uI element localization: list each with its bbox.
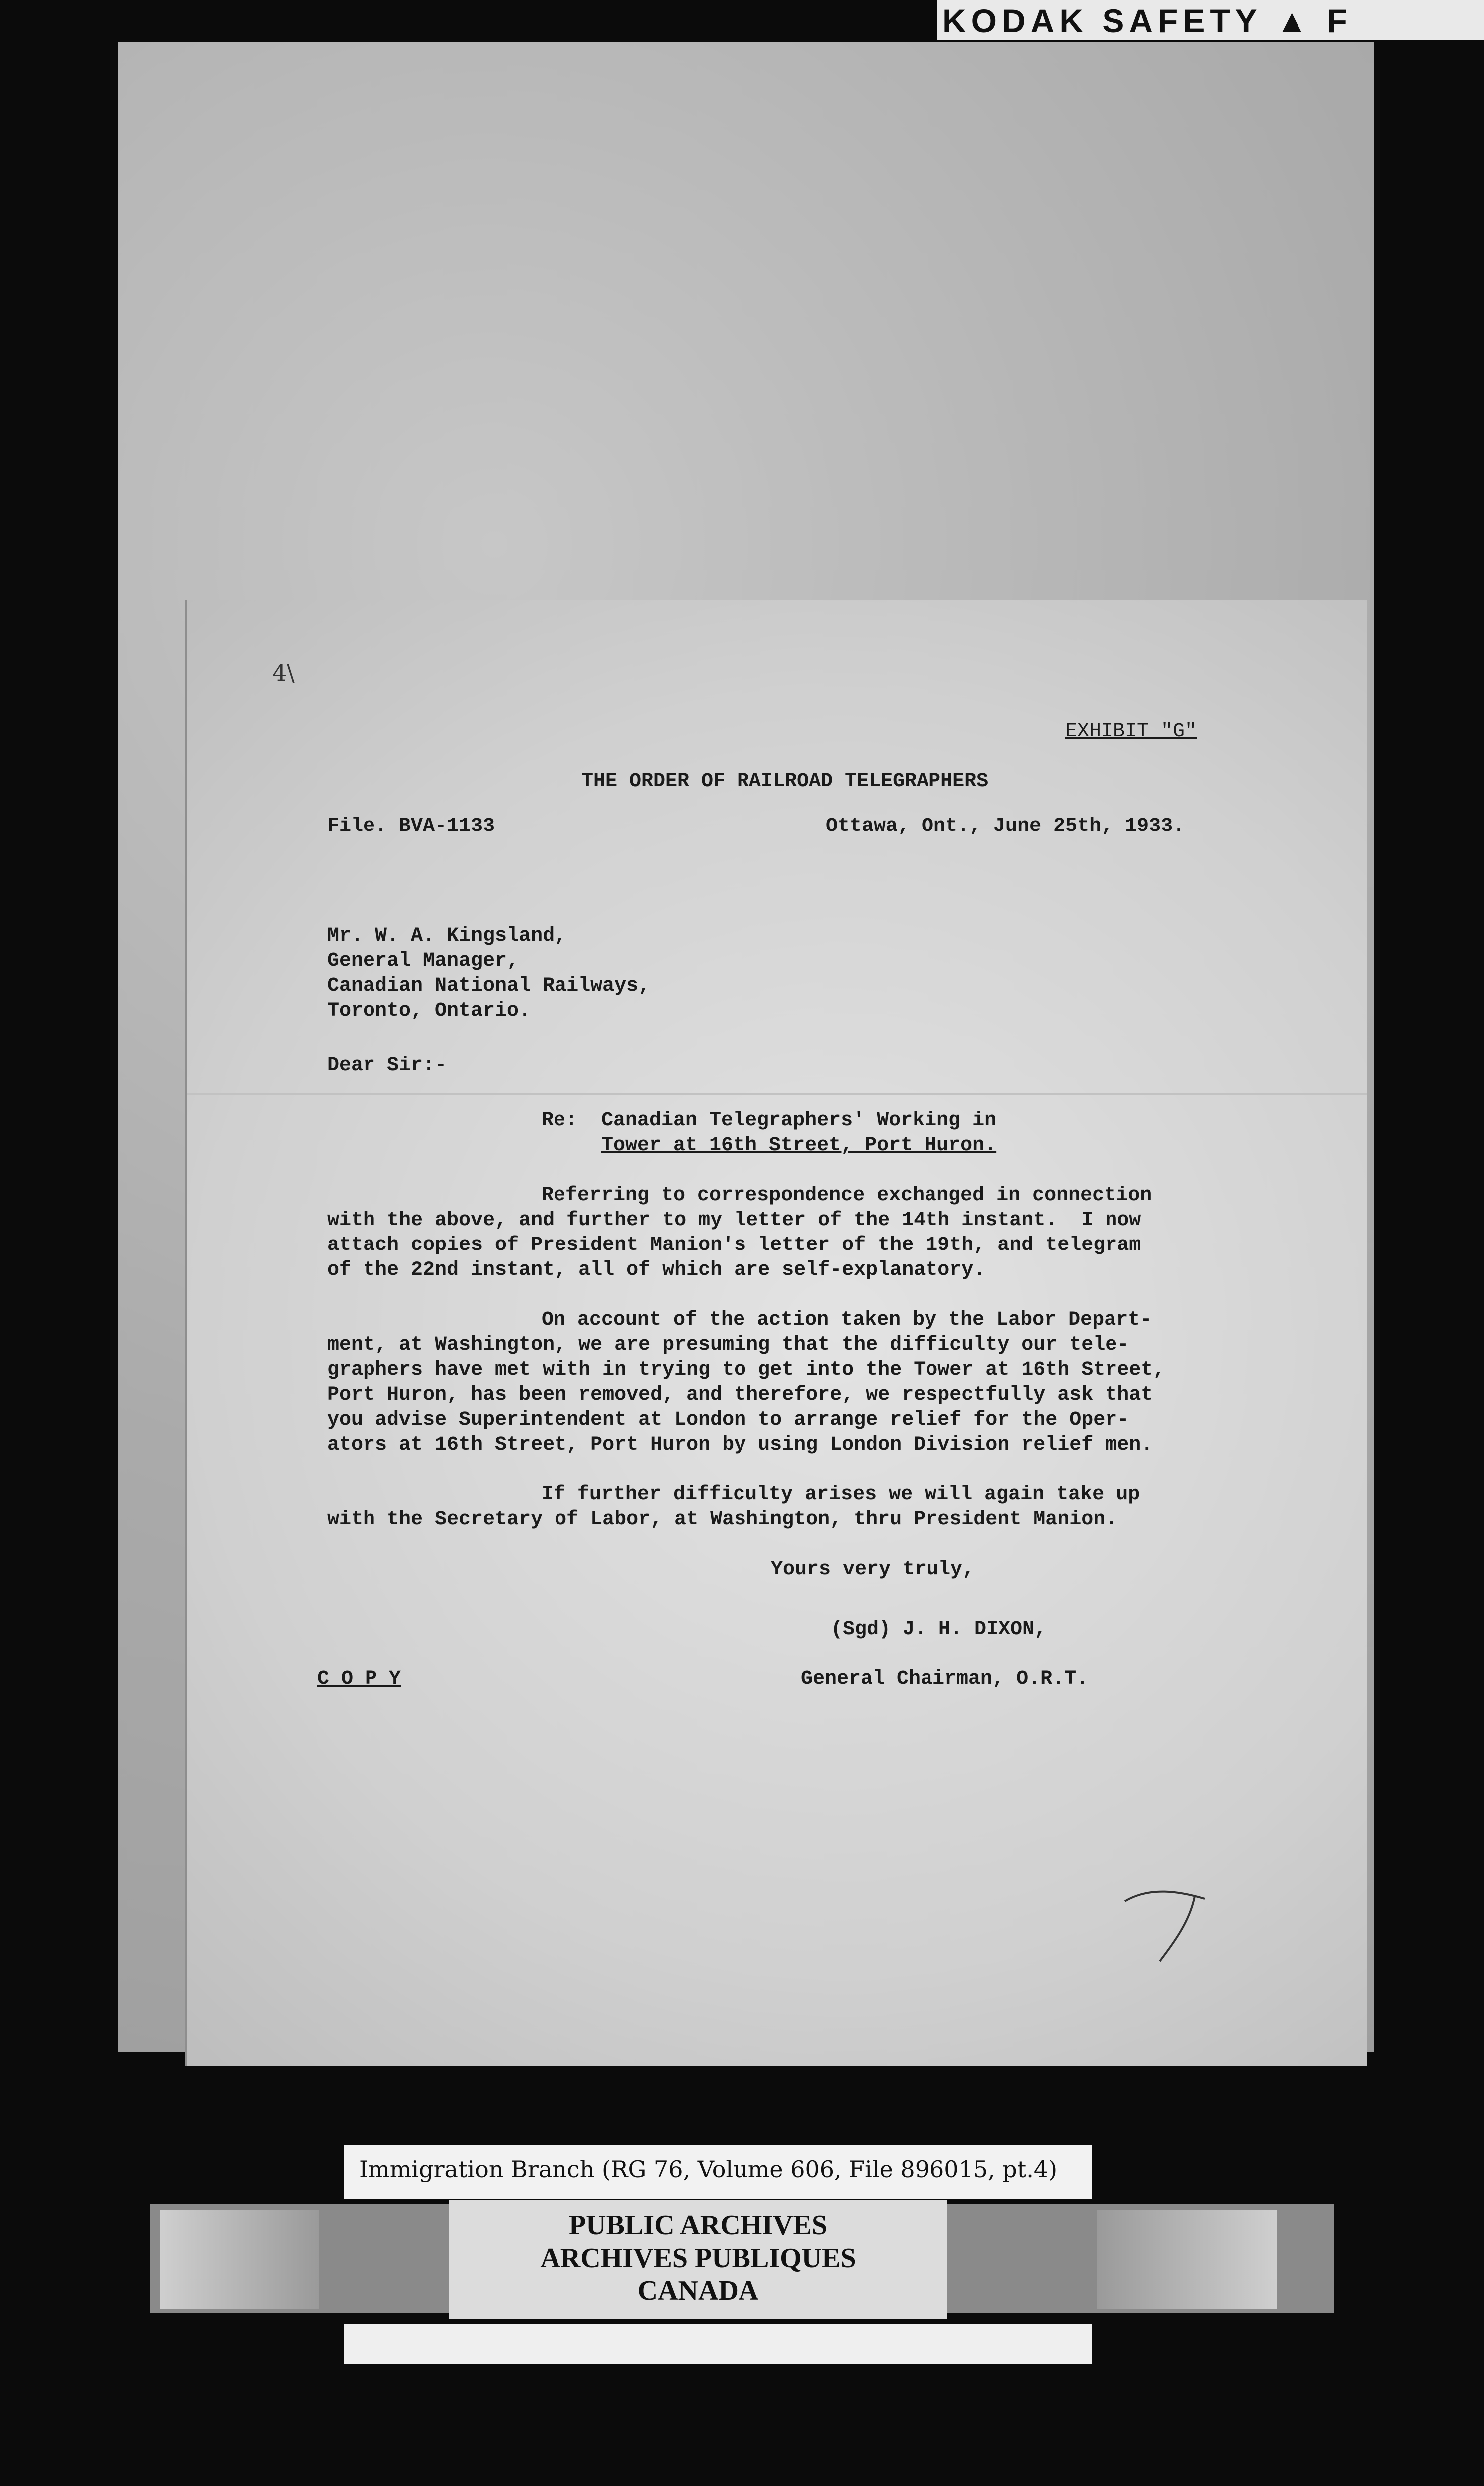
stamp-line: ARCHIVES PUBLIQUES	[540, 2243, 856, 2274]
pencil-mark: 4\	[272, 659, 295, 686]
copy-mark: C O P Y	[317, 1668, 401, 1690]
organization-heading: THE ORDER OF RAILROAD TELEGRAPHERS	[581, 770, 989, 793]
stamp-line: PUBLIC ARCHIVES	[568, 2210, 828, 2241]
pencil-scrawl	[1120, 1881, 1220, 1966]
paragraph-line: attach copies of President Manion's letter of the 19th, and telegram	[327, 1234, 1141, 1256]
stamp-left-block	[160, 2210, 319, 2309]
bottom-strip	[344, 2324, 1092, 2364]
salutation: Dear Sir:-	[327, 1054, 447, 1077]
paragraph-line: ment, at Washington, we are presuming that the difficulty our tele-	[327, 1334, 1129, 1356]
paragraph-line: you advise Superintendent at London to arrange relief for the Oper-	[327, 1409, 1129, 1431]
address-line: General Manager,	[327, 950, 519, 972]
paragraph-line: graphers have met with in trying to get into the Tower at 16th Street,	[327, 1359, 1165, 1381]
signature-line: (Sgd) J. H. DIXON,	[831, 1618, 1047, 1641]
paragraph-line: of the 22nd instant, all of which are self-explanatory.	[327, 1259, 986, 1281]
re-line: Canadian Telegraphers' Working in	[601, 1109, 997, 1132]
paragraph-line: Port Huron, has been removed, and therefore, we respectfully ask that	[327, 1384, 1153, 1406]
archive-stamp	[449, 2200, 947, 2319]
file-reference: File. BVA-1133	[327, 815, 495, 837]
closing: Yours very truly,	[771, 1558, 975, 1581]
address-line: Canadian National Railways,	[327, 975, 651, 997]
letter-page	[187, 600, 1367, 2066]
fold-line	[187, 1093, 1367, 1095]
date-line: Ottawa, Ont., June 25th, 1933.	[826, 815, 1185, 837]
archive-caption-box	[344, 2145, 1092, 2199]
signer-title: General Chairman, O.R.T.	[801, 1668, 1089, 1690]
stamp-right-block	[1097, 2210, 1277, 2309]
address-line: Mr. W. A. Kingsland,	[327, 925, 567, 947]
exhibit-label: EXHIBIT "G"	[1065, 720, 1197, 743]
address-line: Toronto, Ontario.	[327, 1000, 531, 1022]
re-label: Re:	[542, 1109, 578, 1132]
paragraph-line: with the Secretary of Labor, at Washington, thru President Manion.	[327, 1508, 1117, 1531]
re-line-underlined: Tower at 16th Street, Port Huron.	[601, 1134, 997, 1157]
film-edge-label: KODAK SAFETY ▲ F	[942, 2, 1352, 39]
paragraph-line: ators at 16th Street, Port Huron by using London Division relief men.	[327, 1434, 1153, 1456]
paragraph-line: If further difficulty arises we will again take up	[542, 1483, 1140, 1506]
archive-caption: Immigration Branch (RG 76, Volume 606, File 896015, pt.4)	[359, 2156, 1058, 2183]
paragraph-line: On account of the action taken by the Labor Depart-	[542, 1309, 1152, 1331]
stamp-line: CANADA	[637, 2276, 759, 2306]
paragraph-line: with the above, and further to my letter of the 14th instant. I now	[327, 1209, 1141, 1232]
paragraph-line: Referring to correspondence exchanged in connection	[542, 1184, 1152, 1207]
